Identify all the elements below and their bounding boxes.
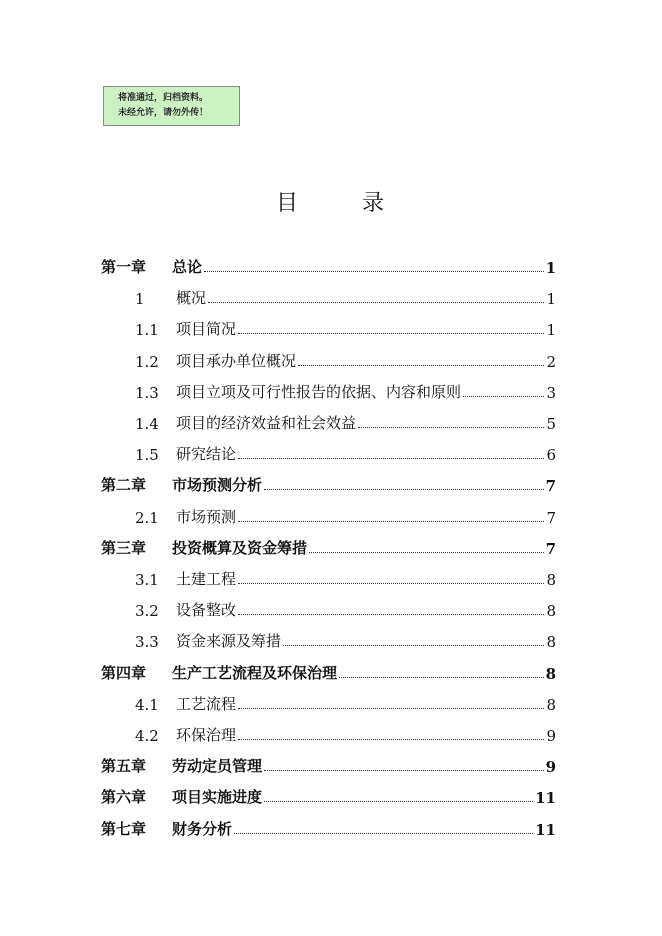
toc-entry-body bbox=[176, 568, 556, 589]
toc-entry-page: 1 bbox=[545, 259, 556, 277]
toc-leader-dots bbox=[238, 738, 544, 740]
toc-entry-number: 第二章 bbox=[101, 476, 147, 495]
toc-entry[interactable] bbox=[0, 284, 662, 308]
title-part-1: 目 bbox=[275, 191, 300, 216]
toc-entry-body bbox=[176, 318, 556, 339]
toc-entry-title: 项目简况 bbox=[176, 320, 237, 339]
stamp-line-1: 将准通过，归档资料。 bbox=[118, 93, 209, 103]
toc-entry-number: 3.2 bbox=[135, 602, 159, 621]
toc-entry-title: 财务分析 bbox=[172, 819, 233, 838]
toc-entry-page: 8 bbox=[546, 571, 556, 589]
toc-entry[interactable] bbox=[0, 378, 662, 402]
toc-entry-body bbox=[176, 630, 556, 651]
toc-entry[interactable] bbox=[0, 409, 662, 433]
toc-leader-dots bbox=[238, 582, 544, 584]
toc-entry-title: 市场预测分析 bbox=[172, 476, 263, 495]
toc-entry-body bbox=[176, 693, 556, 714]
toc-leader-dots bbox=[238, 520, 544, 522]
toc-entry-number: 第七章 bbox=[101, 819, 147, 838]
toc-entry-page: 7 bbox=[546, 508, 556, 527]
toc-entry-title: 项目承办单位概况 bbox=[176, 351, 297, 370]
toc-entry-body bbox=[172, 256, 556, 277]
toc-entry-body bbox=[172, 755, 556, 776]
toc-entry-number: 第六章 bbox=[101, 788, 147, 807]
toc-leader-dots bbox=[463, 395, 544, 397]
toc-entry-body bbox=[172, 818, 556, 839]
toc-entry-page: 2 bbox=[546, 352, 556, 371]
toc-leader-dots bbox=[309, 551, 544, 553]
toc-entry-page: 11 bbox=[535, 820, 556, 839]
toc-entry-page: 1 bbox=[546, 290, 556, 309]
toc-leader-dots bbox=[339, 676, 544, 678]
toc-entry-title: 环保治理 bbox=[176, 726, 237, 744]
toc-entry-title: 生产工艺流程及环保治理 bbox=[172, 663, 338, 682]
toc-entry[interactable] bbox=[0, 627, 662, 651]
toc-entry-page: 8 bbox=[546, 633, 556, 652]
toc-entry-body bbox=[176, 350, 556, 371]
toc-entry-number: 第一章 bbox=[101, 258, 147, 276]
toc-entry-page: 6 bbox=[546, 446, 556, 465]
toc-entry-page: 11 bbox=[535, 789, 556, 808]
toc-leader-dots bbox=[264, 488, 544, 490]
toc-entry-number: 第四章 bbox=[101, 663, 147, 682]
toc-entry-title: 项目立项及可行性报告的依据、内容和原则 bbox=[176, 382, 462, 401]
toc-entry[interactable] bbox=[0, 253, 662, 277]
toc-leader-dots bbox=[208, 301, 544, 303]
toc-entry-page: 9 bbox=[546, 727, 556, 745]
toc-entry-number: 4.1 bbox=[135, 695, 159, 714]
title-part-2: 录 bbox=[362, 191, 387, 216]
toc-leader-dots bbox=[264, 769, 544, 771]
toc-entry[interactable] bbox=[0, 721, 662, 745]
toc-entry-title: 资金来源及筹措 bbox=[176, 632, 282, 651]
toc-entry-page: 8 bbox=[545, 664, 556, 683]
toc-entry-body bbox=[176, 443, 556, 464]
stamp-line-2: 未经允许，请勿外传！ bbox=[118, 108, 209, 118]
toc-entry-number: 3.1 bbox=[135, 571, 159, 589]
toc-entry[interactable] bbox=[0, 752, 662, 776]
toc-entry-title: 项目实施进度 bbox=[172, 788, 263, 807]
toc-entry-page: 3 bbox=[546, 383, 556, 402]
toc-entry-body bbox=[176, 599, 556, 620]
toc-entry-body bbox=[176, 412, 556, 433]
toc-entry-body bbox=[176, 506, 556, 527]
toc-leader-dots bbox=[238, 707, 544, 709]
toc-entry-number: 第五章 bbox=[101, 757, 147, 776]
toc-leader-dots bbox=[238, 613, 544, 615]
toc-leader-dots bbox=[238, 332, 544, 334]
toc-entry-number: 1.2 bbox=[135, 352, 159, 371]
toc-entry-title: 投资概算及资金筹措 bbox=[172, 538, 308, 557]
toc-entry-title: 总论 bbox=[172, 258, 203, 276]
toc-leader-dots bbox=[358, 426, 544, 428]
toc-entry[interactable] bbox=[0, 347, 662, 371]
toc-entry-title: 设备整改 bbox=[176, 601, 237, 620]
toc-entry-body bbox=[172, 474, 556, 495]
toc-entry-page: 8 bbox=[546, 602, 556, 621]
toc-entry-title: 研究结论 bbox=[176, 445, 237, 464]
toc-entry-body bbox=[172, 537, 556, 558]
page-title bbox=[0, 186, 662, 217]
toc-entry-page: 1 bbox=[546, 321, 556, 340]
toc-entry-title: 市场预测 bbox=[176, 507, 237, 526]
toc-entry-page: 5 bbox=[546, 415, 556, 433]
toc-entry-number: 1.3 bbox=[135, 383, 159, 402]
toc-leader-dots bbox=[238, 457, 544, 459]
toc-entry-page: 8 bbox=[546, 695, 556, 714]
toc-entry[interactable] bbox=[0, 565, 662, 589]
toc-entry-title: 项目的经济效益和社会效益 bbox=[176, 414, 357, 432]
toc-entry-number: 1.1 bbox=[135, 321, 159, 340]
toc-entry[interactable] bbox=[0, 690, 662, 714]
toc-entry[interactable] bbox=[0, 440, 662, 464]
toc-entry[interactable] bbox=[0, 503, 662, 527]
toc-entry[interactable] bbox=[0, 471, 662, 495]
toc-entry[interactable] bbox=[0, 659, 662, 683]
toc-leader-dots bbox=[234, 832, 533, 834]
toc-entry[interactable] bbox=[0, 596, 662, 620]
toc-entry-number: 1.4 bbox=[135, 415, 159, 433]
toc-entry-number: 2.1 bbox=[135, 508, 159, 527]
toc-entry-body bbox=[176, 287, 556, 308]
toc-entry-number: 1 bbox=[135, 290, 145, 309]
toc-leader-dots bbox=[204, 270, 544, 272]
toc-entry-title: 土建工程 bbox=[176, 570, 237, 588]
toc-entry-number: 3.3 bbox=[135, 633, 159, 652]
toc-entry-number: 4.2 bbox=[135, 727, 159, 745]
toc-entry-body bbox=[172, 786, 556, 807]
toc-entry-page: 7 bbox=[545, 477, 556, 496]
toc-entry-body bbox=[176, 724, 556, 745]
toc-entry[interactable] bbox=[0, 783, 662, 807]
toc-entry-title: 概况 bbox=[176, 289, 207, 308]
approval-stamp bbox=[103, 86, 240, 126]
toc-leader-dots bbox=[264, 800, 533, 802]
toc-entry-page: 9 bbox=[545, 758, 556, 777]
toc-entry[interactable] bbox=[0, 315, 662, 339]
toc-entry-number: 1.5 bbox=[135, 446, 159, 465]
toc-leader-dots bbox=[298, 364, 544, 366]
toc-entry[interactable] bbox=[0, 534, 662, 558]
toc-entry-body bbox=[176, 381, 556, 402]
toc-leader-dots bbox=[283, 644, 544, 646]
toc-entry-page: 7 bbox=[545, 539, 556, 558]
toc-entry[interactable] bbox=[0, 815, 662, 839]
toc-entry-body bbox=[172, 662, 556, 683]
toc-entry-title: 工艺流程 bbox=[176, 694, 237, 713]
toc-entry-title: 劳动定员管理 bbox=[172, 757, 263, 776]
toc-entry-number: 第三章 bbox=[101, 538, 147, 557]
